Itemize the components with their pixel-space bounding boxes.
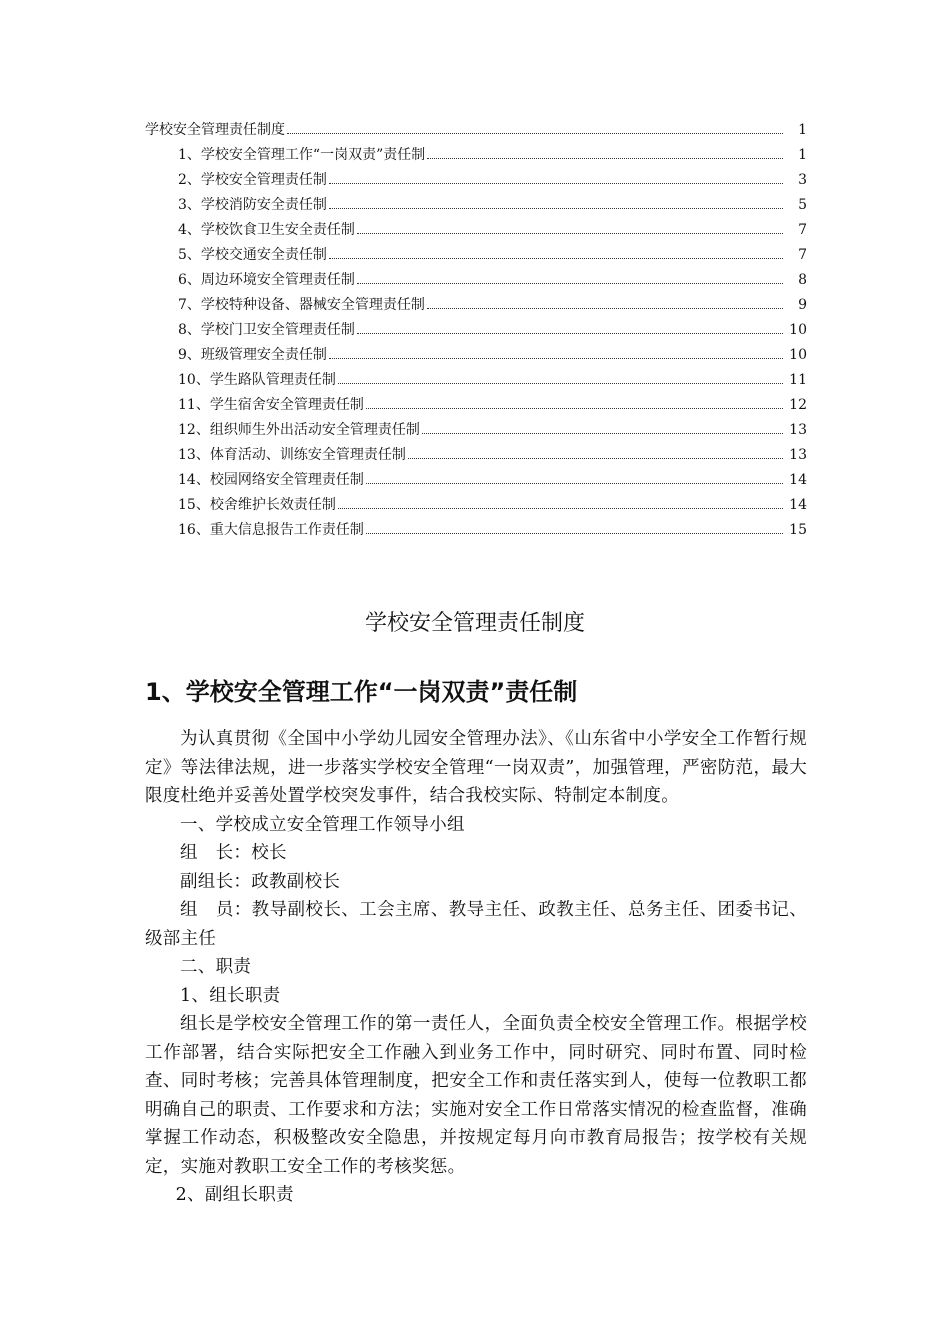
toc-entry-page: 14 — [789, 497, 807, 513]
toc-dot-leader — [357, 282, 783, 284]
toc-entry-title: 9、班级管理安全责任制 — [178, 347, 327, 363]
body-paragraph: 1、组长职责 — [180, 985, 281, 1006]
toc-entry-title: 学校安全管理责任制度 — [145, 122, 285, 138]
toc-entry-page: 14 — [789, 472, 807, 488]
toc-entry[interactable] — [145, 368, 807, 393]
toc-dot-leader — [287, 132, 783, 134]
toc-entry-page: 9 — [798, 297, 807, 313]
toc-dot-leader — [427, 157, 783, 159]
toc-entry-page: 7 — [798, 222, 807, 238]
toc-entry[interactable] — [145, 318, 807, 343]
toc-entry[interactable] — [145, 393, 807, 418]
toc-entry[interactable] — [145, 143, 807, 168]
body-paragraph: 一、学校成立安全管理工作领导小组 — [180, 814, 465, 835]
body-paragraph: 组 员：教导副校长、工会主席、教导主任、政教主任、总务主任、团委书记、级部主任 — [145, 900, 807, 949]
toc-entry[interactable] — [145, 443, 807, 468]
body-paragraph: 二、职责 — [180, 957, 252, 977]
toc-entry-title: 5、学校交通安全责任制 — [178, 247, 327, 263]
body-paragraph: 为认真贯彻《全国中小学幼儿园安全管理办法》、《山东省中小学安全工作暂行规定》等法律法规，进一步落实学校安全管理“一岗双责”，加强管理，严密防范，最大限度杜绝并妥善处置学校突发事件，结合我校实际、特制定本制度。 — [145, 729, 807, 806]
toc-entry-page: 10 — [789, 347, 807, 363]
toc-dot-leader — [338, 382, 783, 384]
body-paragraph: 组 长：校长 — [180, 843, 287, 863]
toc-entry-title: 6、周边环境安全管理责任制 — [178, 272, 355, 288]
toc-entry[interactable] — [145, 293, 807, 318]
toc-entry-title: 15、校舍维护长效责任制 — [178, 497, 336, 513]
toc-entry[interactable] — [145, 218, 807, 243]
toc-dot-leader — [329, 182, 783, 184]
toc-entry[interactable] — [145, 518, 807, 543]
toc-entry-title: 12、组织师生外出活动安全管理责任制 — [178, 422, 420, 438]
toc-entry[interactable] — [145, 243, 807, 268]
table-of-contents — [145, 118, 807, 543]
toc-entry-title: 4、学校饮食卫生安全责任制 — [178, 222, 355, 238]
toc-entry-page: 10 — [789, 322, 807, 338]
body-paragraph: 组长是学校安全管理工作的第一责任人，全面负责全校安全管理工作。根据学校工作部署，结合实际把安全工作融入到业务工作中，同时研究、同时布置、同时检查、同时考核；完善具体管理制度，把安全工作和责任落实到人，使每一位教职工都明确自己的职责、工作要求和方法；实施对安全工作日常落实情况的检查监督，准确掌握工作动态，积极整改安全隐患，并按规定每月向市教育局报告；按学校有关规定，实施对教职工安全工作的考核奖惩。 — [145, 1014, 807, 1177]
toc-entry-title: 1、学校安全管理工作“一岗双责”责任制 — [178, 147, 426, 163]
toc-dot-leader — [357, 232, 783, 234]
toc-dot-leader — [427, 307, 783, 309]
toc-entry[interactable] — [145, 468, 807, 493]
toc-entry[interactable] — [145, 168, 807, 193]
toc-entry-page: 12 — [789, 397, 807, 413]
toc-entry[interactable] — [145, 118, 807, 143]
document-title: 学校安全管理责任制度 — [364, 610, 585, 636]
toc-entry-title: 10、学生路队管理责任制 — [178, 372, 336, 388]
section-heading: 1、学校安全管理工作“一岗双责”责任制 — [145, 677, 578, 706]
toc-entry-title: 13、体育活动、训练安全管理责任制 — [178, 447, 406, 463]
toc-entry-title: 8、学校门卫安全管理责任制 — [178, 322, 355, 338]
toc-entry-page: 8 — [798, 272, 807, 288]
toc-entry[interactable] — [145, 268, 807, 293]
toc-dot-leader — [366, 407, 783, 409]
toc-entry-page: 11 — [789, 372, 807, 388]
toc-entry[interactable] — [145, 343, 807, 368]
toc-entry[interactable] — [145, 493, 807, 518]
toc-entry-page: 1 — [798, 122, 807, 138]
toc-entry-page: 13 — [789, 422, 807, 438]
toc-entry-page: 1 — [798, 147, 807, 163]
toc-dot-leader — [357, 332, 783, 334]
toc-dot-leader — [329, 207, 783, 209]
toc-dot-leader — [338, 507, 783, 509]
toc-dot-leader — [422, 432, 783, 434]
toc-dot-leader — [329, 357, 783, 359]
body-paragraph: 副组长：政教副校长 — [180, 871, 341, 892]
toc-dot-leader — [366, 482, 783, 484]
toc-entry-page: 15 — [789, 522, 807, 538]
toc-entry-title: 3、学校消防安全责任制 — [178, 197, 327, 213]
document-body — [145, 725, 807, 1210]
toc-entry-title: 14、校园网络安全管理责任制 — [178, 472, 364, 488]
toc-entry-title: 7、学校特种设备、器械安全管理责任制 — [178, 297, 425, 313]
toc-dot-leader — [366, 532, 783, 534]
toc-entry-title: 16、重大信息报告工作责任制 — [178, 522, 364, 538]
toc-entry-title: 11、学生宿舍安全管理责任制 — [178, 397, 364, 413]
toc-entry[interactable] — [145, 193, 807, 218]
toc-entry-page: 13 — [789, 447, 807, 463]
toc-dot-leader — [329, 257, 783, 259]
toc-entry-title: 2、学校安全管理责任制 — [178, 172, 327, 188]
toc-dot-leader — [408, 457, 783, 459]
toc-entry[interactable] — [145, 418, 807, 443]
toc-entry-page: 5 — [798, 197, 807, 213]
toc-entry-page: 7 — [798, 247, 807, 263]
body-paragraph: 2、副组长职责 — [175, 1185, 294, 1205]
toc-entry-page: 3 — [798, 172, 807, 188]
